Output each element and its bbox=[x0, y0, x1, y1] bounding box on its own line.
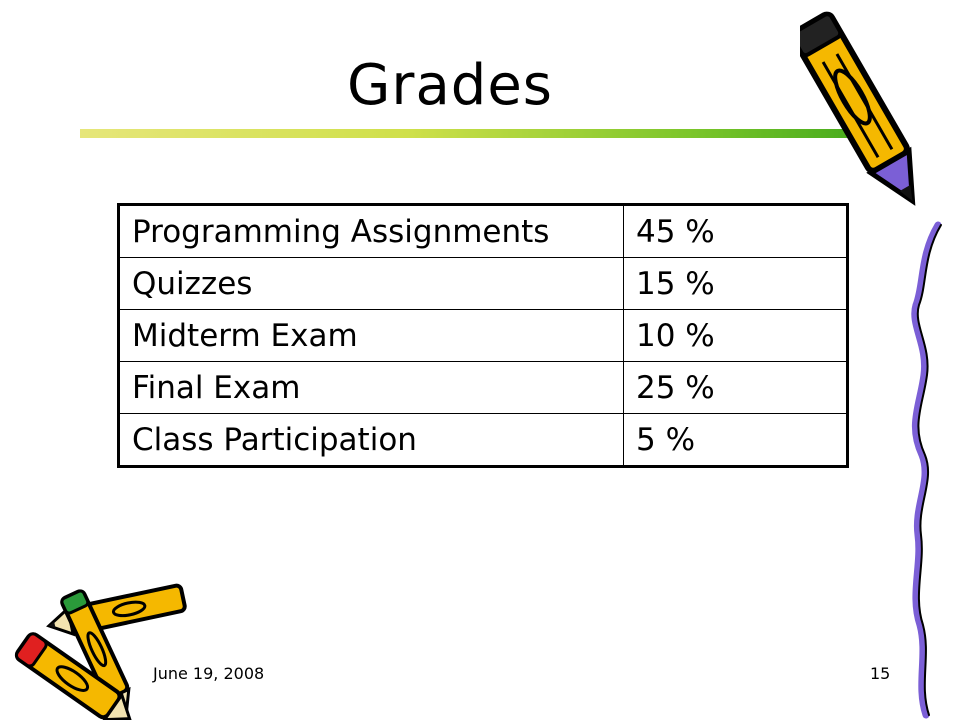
weight-cell: 15 % bbox=[624, 258, 848, 310]
squiggle-line-icon bbox=[900, 215, 960, 720]
component-cell: Quizzes bbox=[119, 258, 624, 310]
component-cell: Final Exam bbox=[119, 362, 624, 414]
weight-cell: 5 % bbox=[624, 414, 848, 467]
pencil-icon bbox=[800, 0, 960, 230]
component-cell: Class Participation bbox=[119, 414, 624, 467]
slide-title: Grades bbox=[347, 53, 553, 118]
weight-cell: 25 % bbox=[624, 362, 848, 414]
weight-cell: 45 % bbox=[624, 205, 848, 258]
component-cell: Programming Assignments bbox=[119, 205, 624, 258]
grades-table bbox=[117, 203, 849, 468]
pencils-icon bbox=[0, 580, 200, 720]
table-row bbox=[119, 205, 848, 258]
title-underline bbox=[80, 129, 900, 138]
page-number: 15 bbox=[870, 664, 891, 683]
weight-cell: 10 % bbox=[624, 310, 848, 362]
table-row bbox=[119, 310, 848, 362]
footer-date: June 19, 2008 bbox=[153, 664, 265, 683]
table-row bbox=[119, 258, 848, 310]
table-row bbox=[119, 414, 848, 467]
component-cell: Midterm Exam bbox=[119, 310, 624, 362]
table-row bbox=[119, 362, 848, 414]
